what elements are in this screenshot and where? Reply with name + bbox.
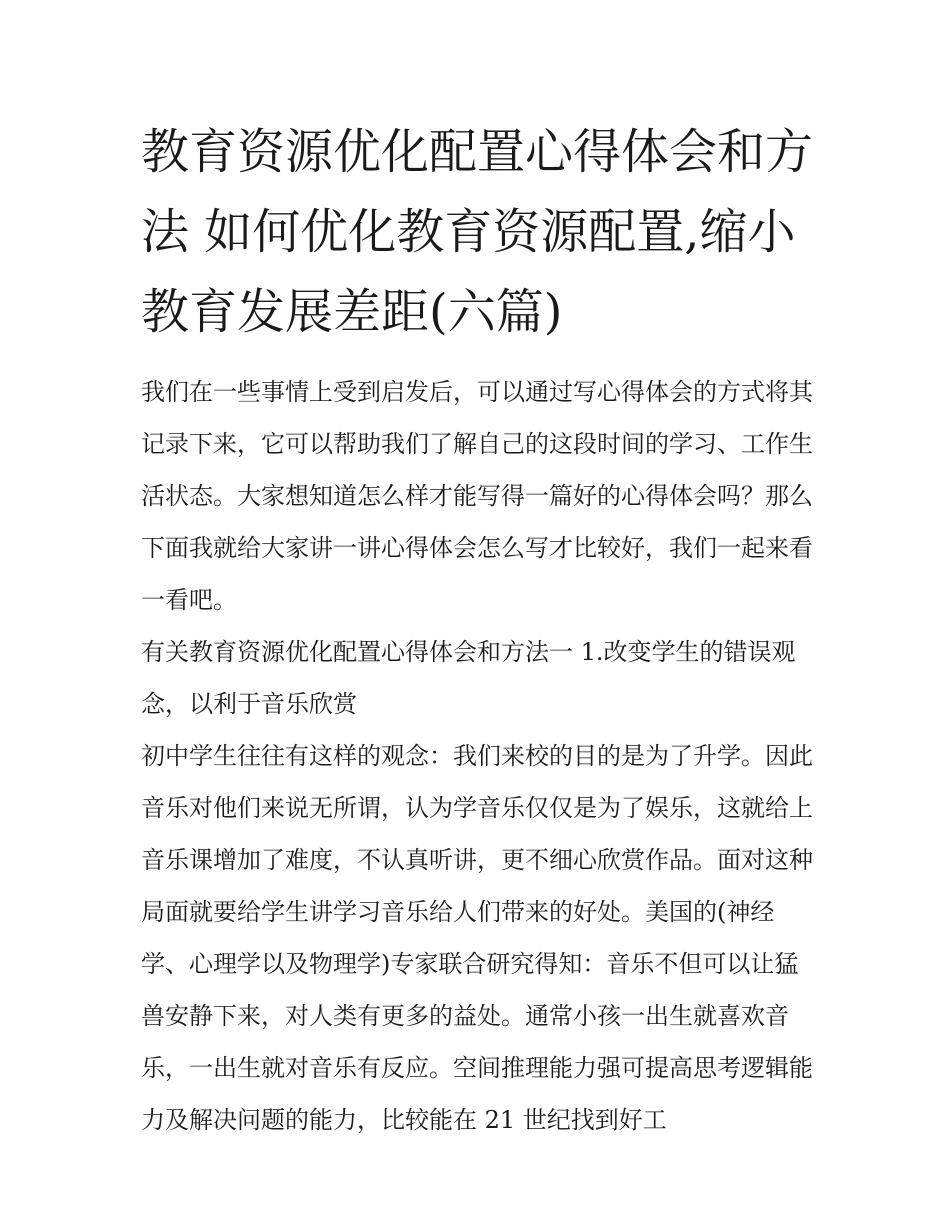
section-heading-paragraph: 有关教育资源优化配置心得体会和方法一 1.改变学生的错误观念，以利于音乐欣赏 [141, 638, 796, 718]
body-paragraph: 初中学生往往有这样的观念：我们来校的目的是为了升学。因此音乐对他们来说无所谓，认为学音乐仅仅是为了娱乐，这就给上音乐课增加了难度，不认真听讲，更不细心欣赏作品。面对这种局面就要给学生讲学习音乐给人们带来的好处。美国的(神经学、心理学以及物理学)专家联合研究得知：音乐不但可以让猛兽安静下来，对人类有更多的益处。通常小孩一出生就喜欢音乐，一出生就对音乐有反应。空间推理能力强可提高思考逻辑能力及解决问题的能力，比较能在 21 世纪找到好工 [141, 742, 813, 1134]
document-page [141, 112, 813, 1146]
document-title: 教育资源优化配置心得体会和方法 如何优化教育资源配置,缩小教育发展差距(六篇) [141, 124, 814, 340]
intro-paragraph: 我们在一些事情上受到启发后，可以通过写心得体会的方式将其记录下来，它可以帮助我们了解自己的这段时间的学习、工作生活状态。大家想知道怎么样才能写得一篇好的心得体会吗？那么下面我就给大家讲一讲心得体会怎么写才比较好，我们一起来看一看吧。 [141, 378, 813, 614]
